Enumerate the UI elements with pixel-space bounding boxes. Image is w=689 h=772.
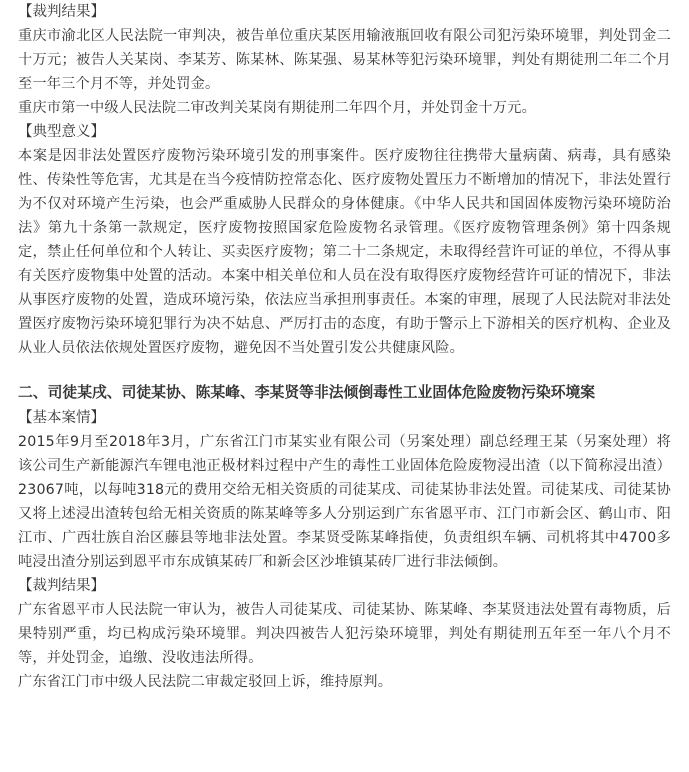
section-spacer xyxy=(18,360,671,380)
case2-verdict-heading: 【裁判结果】 xyxy=(18,578,105,594)
case1-significance-heading: 【典型意义】 xyxy=(18,124,105,140)
case2-verdict-paragraph: 广东省恩平市人民法院一审认为，被告人司徒某戌、司徒某协、陈某峰、李某贤违法处置有毒物质，后果特别严重，均已构成污染环境罪。判决四被告人犯污染环境罪，判处有期徒刑五年至一年八个月不等，并处罚金，追缴、没收违法所得。 xyxy=(18,602,671,666)
case1-appeal-paragraph: 重庆市第一中级人民法院二审改判关某岗有期徒刑二年四个月，并处罚金十万元。 xyxy=(18,100,536,116)
case1-verdict-heading: 【裁判结果】 xyxy=(18,4,105,20)
case2-section-title: 二、司徒某戌、司徒某协、陈某峰、李某贤等非法倾倒毒性工业固体危险废物污染环境案 xyxy=(18,384,596,401)
case2-facts-paragraph: 2015年9月至2018年3月，广东省江门市某实业有限公司（另案处理）副总经理王某（另案处理）将该公司生产新能源汽车锂电池正极材料过程中产生的毒性工业固体危险废物浸出渣（以下简称浸出渣）23067吨，以每吨318元的费用交给无相关资质的司徒某戌、司徒某协非法处置。司徒某戌、司徒某协又将上述浸出渣转包给无相关资质的陈某峰等多人分别运到广东省恩平市、江门市新会区、鹤山市、阳江市、广西壮族自治区藤县等地非法处置。李某贤受陈某峰指使，负责组织车辆、司机将其中4700多吨浸出渣分别运到恩平市东成镇某砖厂和新会区沙堆镇某砖厂进行非法倾倒。 xyxy=(18,434,671,570)
case2-facts-heading: 【基本案情】 xyxy=(18,410,105,426)
case1-significance-paragraph: 本案是因非法处置医疗废物污染环境引发的刑事案件。医疗废物往往携带大量病菌、病毒，具有感染性、传染性等危害，尤其是在当今疫情防控常态化、医疗废物处置压力不断增加的情况下，非法处置行为不仅对环境产生污染，也会严重威胁人民群众的身体健康。《中华人民共和国固体废物污染环境防治法》第九十条第一款规定，医疗废物按照国家危险废物名录管理。《医疗废物管理条例》第十四条规定，禁止任何单位和个人转让、买卖医疗废物；第二十二条规定，未取得经营许可证的单位，不得从事有关医疗废物集中处置的活动。本案中相关单位和人员在没有取得医疗废物经营许可证的情况下，非法从事医疗废物的处置，造成环境污染，依法应当承担刑事责任。本案的审理，展现了人民法院对非法处置医疗废物污染环境犯罪行为决不姑息、严厉打击的态度，有助于警示上下游相关的医疗机构、企业及从业人员依法依规处置医疗废物，避免因不当处置引发公共健康风险。 xyxy=(18,148,671,356)
case2-appeal-paragraph: 广东省江门市中级人民法院二审裁定驳回上诉，维持原判。 xyxy=(18,674,393,690)
case1-verdict-paragraph: 重庆市渝北区人民法院一审判决，被告单位重庆某医用输液瓶回收有限公司犯污染环境罪，判处罚金二十万元；被告人关某岗、李某芳、陈某林、陈某强、易某林等犯污染环境罪，判处有期徒刑二年二个月至一年三个月不等，并处罚金。 xyxy=(18,28,671,92)
